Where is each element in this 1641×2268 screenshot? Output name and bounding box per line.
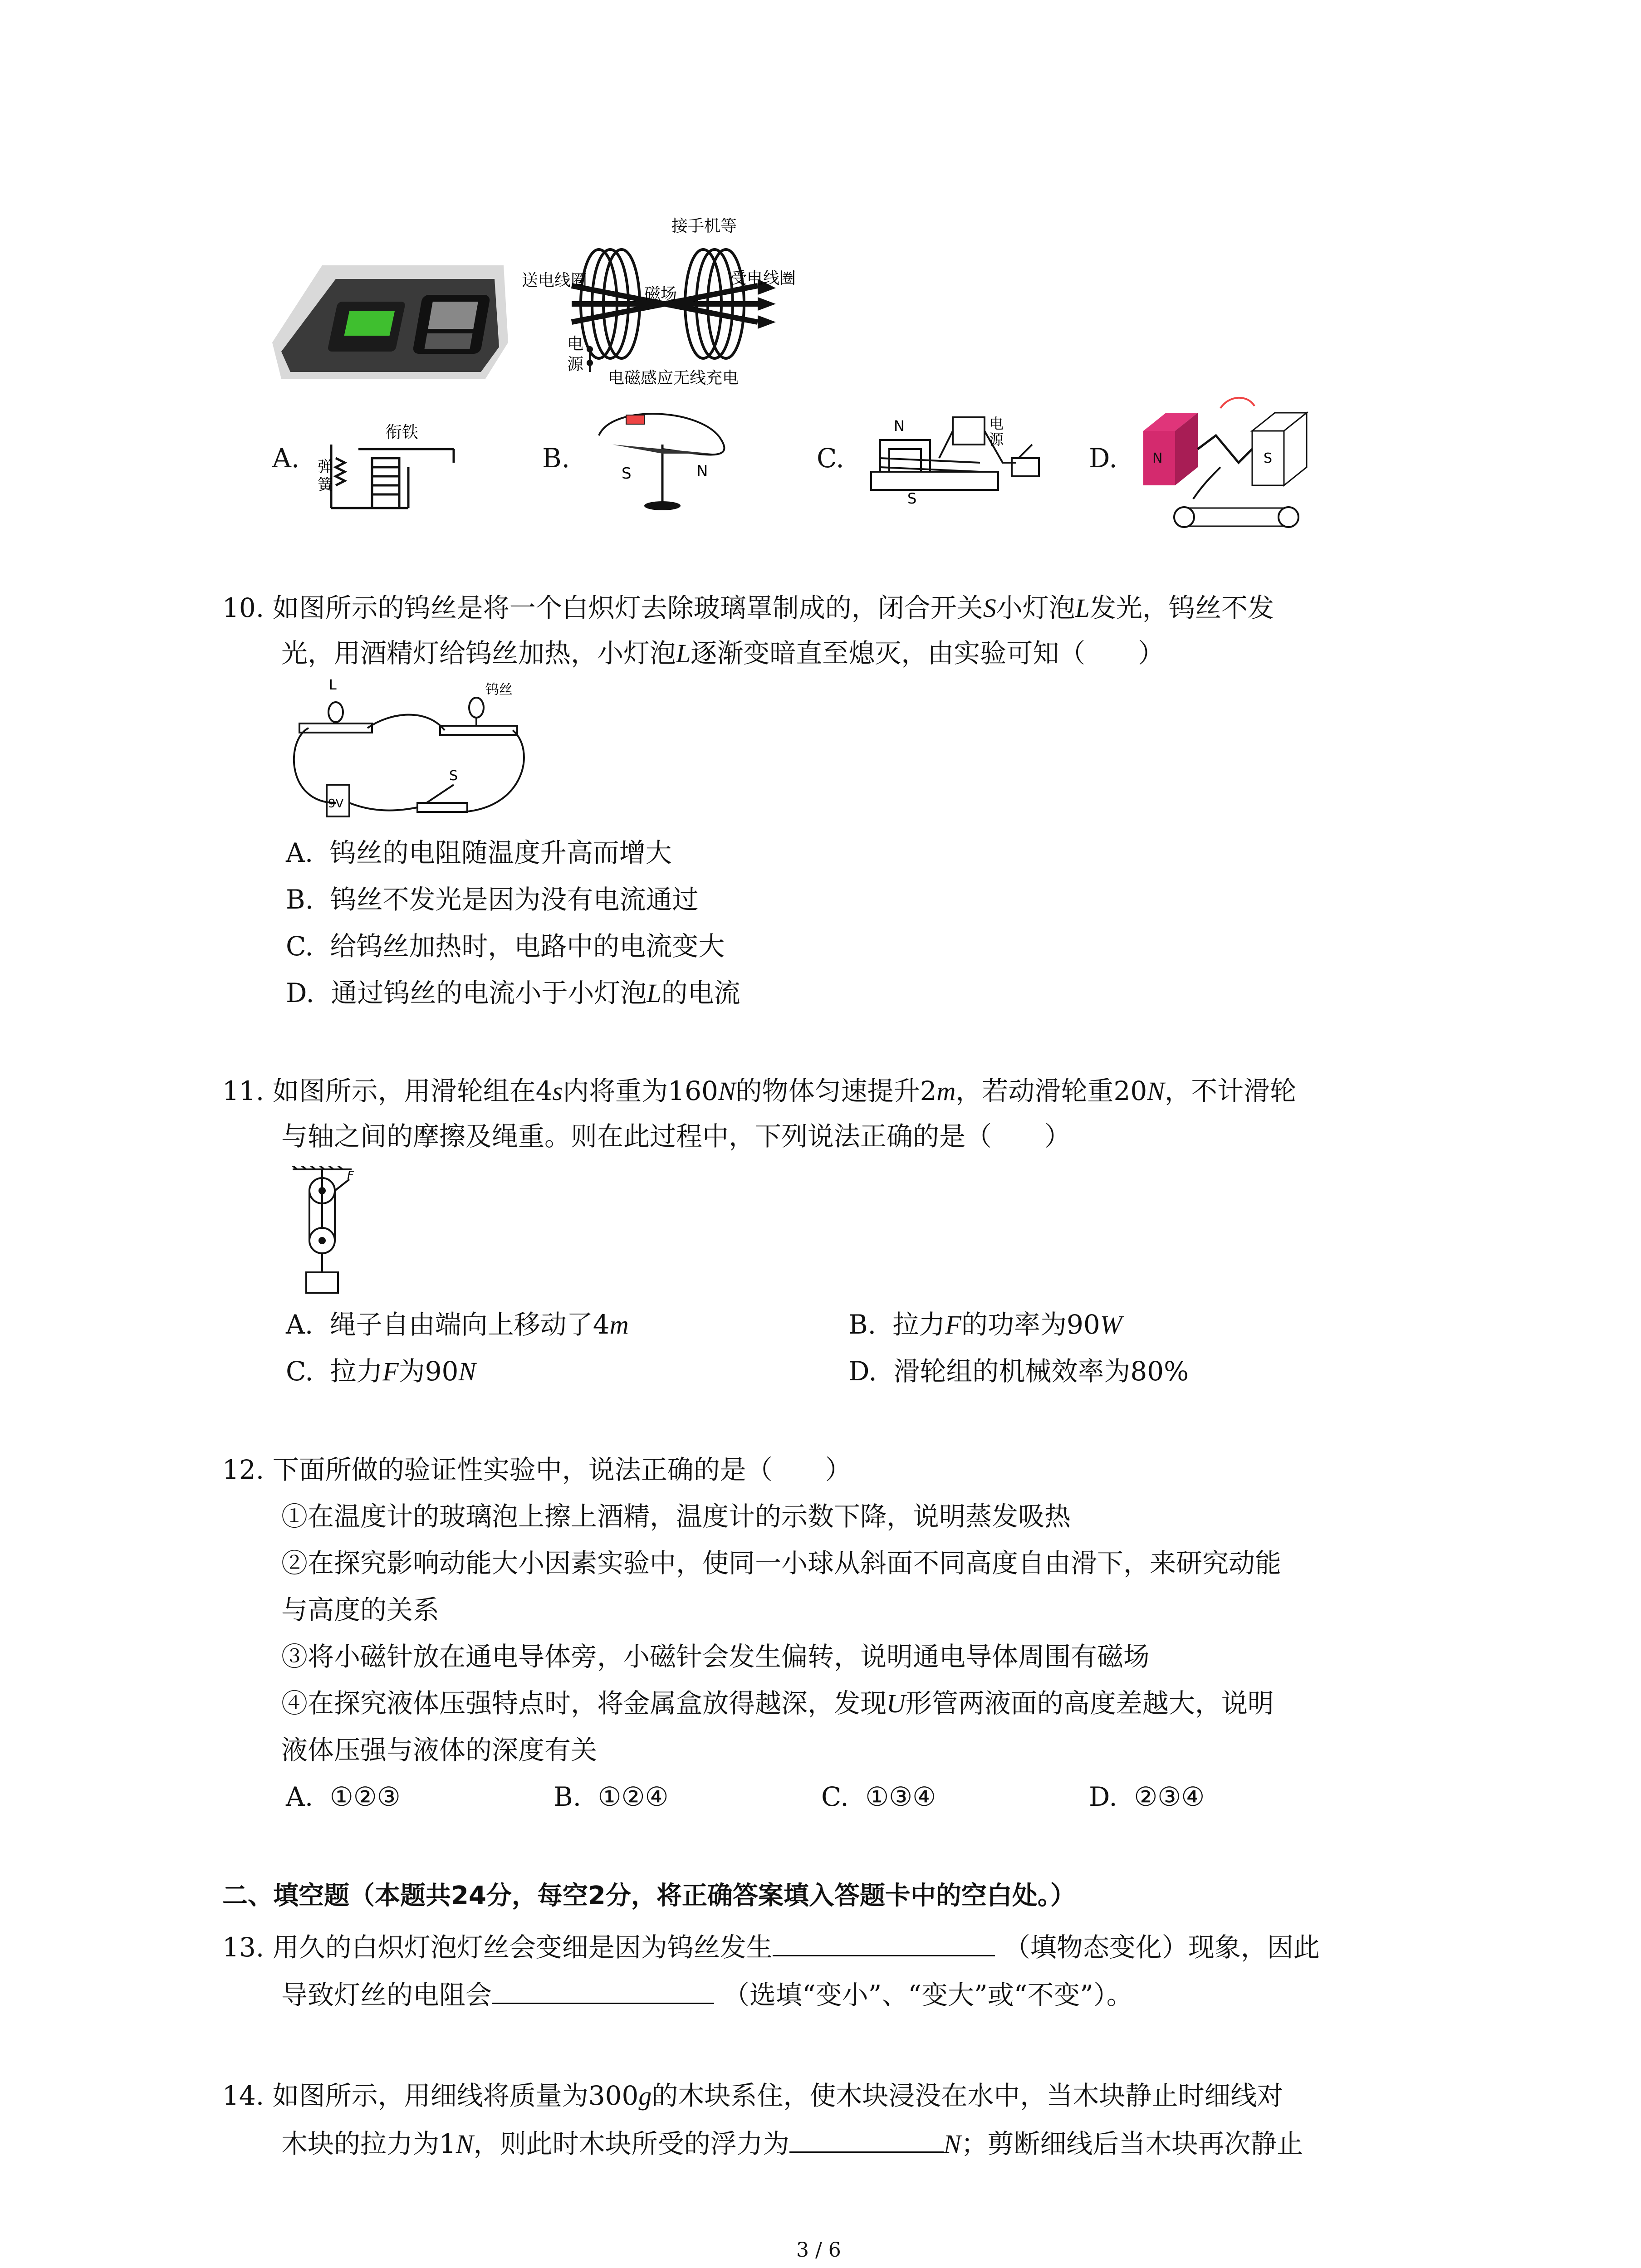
- q12-statement-4b: 液体压强与液体的深度有关: [281, 1735, 598, 1765]
- q11-height: 2: [920, 1075, 937, 1106]
- q12-option-a-label: A.: [286, 1781, 314, 1812]
- q14-line2: [281, 2124, 1303, 2162]
- compass-s-label: S: [622, 464, 632, 483]
- q10-line1-text: 如图所示的钨丝是将一个白炽灯去除玻璃罩制成的，闭合开关: [272, 592, 983, 623]
- motor-power-label-1: 电: [989, 415, 1004, 432]
- fig-switch-label: S: [449, 768, 458, 784]
- q9-option-d-label: D.: [1089, 443, 1117, 474]
- q11-number: 11.: [222, 1075, 265, 1106]
- tungsten-circuit-diagram: [281, 676, 535, 830]
- coil-label-field: 磁场: [644, 285, 677, 303]
- q11-option-b-pre: 拉力: [892, 1309, 945, 1340]
- coil-caption: 电磁感应无线充电: [608, 369, 739, 387]
- q11-option-b: [848, 1306, 1122, 1343]
- q10-option-d-lamp: L: [647, 978, 661, 1008]
- induction-coil-diagram: [522, 213, 817, 390]
- q11-option-d: [848, 1353, 1189, 1389]
- q12-statement-2b: 与高度的关系: [281, 1594, 440, 1625]
- q12-option-b-text: ①②④: [598, 1781, 669, 1812]
- q14-mass-unit: g: [638, 2081, 652, 2111]
- q12-option-c: [821, 1779, 936, 1815]
- q14-l2b: ，则此时木块所受的浮力为: [473, 2128, 789, 2159]
- q12-statement-1: ①在温度计的玻璃泡上擦上酒精，温度计的示数下降，说明蒸发吸热: [281, 1501, 1071, 1532]
- motor-power-label-2: 源: [989, 431, 1004, 448]
- q10-option-a: [286, 835, 672, 871]
- motor-n-label: N: [894, 417, 905, 435]
- q11-option-b-label: B.: [848, 1309, 877, 1340]
- q10-lamp-symbol-2: L: [676, 639, 691, 668]
- q11-option-b-value: 90: [1066, 1309, 1100, 1340]
- q11-height-unit: m: [936, 1076, 956, 1106]
- pulley-diagram: [290, 1166, 363, 1297]
- q10-option-d-text: 通过钨丝的电流小于小灯泡: [331, 978, 647, 1008]
- q11-option-b-unit: W: [1100, 1310, 1122, 1339]
- q11-time-unit: s: [552, 1076, 563, 1106]
- q10-line2-a: 光，用酒精灯给钨丝加热，小灯泡: [281, 638, 676, 669]
- q13-blank-2[interactable]: [492, 1975, 714, 2004]
- q10-option-a-label: A.: [286, 837, 314, 868]
- q11-option-d-value: 80%: [1130, 1356, 1189, 1387]
- q14-blank-1[interactable]: [789, 2124, 944, 2153]
- q10-option-d: [286, 975, 740, 1012]
- relay-diagram: [318, 417, 467, 517]
- motor-rail-diagram: [862, 404, 1053, 508]
- q10-number: 10.: [222, 592, 265, 623]
- q11-option-c-unit: N: [458, 1357, 476, 1386]
- q11-line2: [281, 1118, 1071, 1154]
- q10-option-a-text: 钨丝的电阻随温度升高而增大: [329, 837, 672, 868]
- q12-statement-2a: ②在探究影响动能大小因素实验中，使同一小球从斜面不同高度自由滑下，来研究动能: [281, 1548, 1282, 1579]
- q10-option-b-text: 钨丝不发光是因为没有电流通过: [330, 884, 699, 915]
- q11-l1c: 的物体匀速提升: [735, 1075, 920, 1106]
- q11-weight: 160: [668, 1075, 718, 1106]
- q13-line2: [281, 1975, 1133, 2013]
- generator-n-label: N: [1152, 450, 1163, 466]
- coil-label-power-1: 电: [567, 335, 584, 353]
- page-number: 3 / 6: [796, 2239, 841, 2262]
- q9-option-b-label: B.: [542, 443, 570, 474]
- q10-line1-c: 发光，钨丝不发: [1089, 592, 1274, 623]
- q10-line1-b: 小灯泡: [996, 592, 1075, 623]
- q14-tension: 1: [439, 2128, 456, 2159]
- q10-option-c-text: 给钨丝加热时，电路中的电流变大: [330, 931, 725, 962]
- fig-battery-label: 9V: [328, 797, 344, 811]
- q10-option-d-tail: 的电流: [661, 978, 740, 1008]
- q14-l1b: 的木块系住，使木块浸没在水中，当木块静止时细线对: [652, 2080, 1283, 2111]
- q12-statement-3: ③将小磁针放在通电导体旁，小磁针会发生偏转，说明通电导体周围有磁场: [281, 1641, 1150, 1672]
- q12-u-symbol: U: [887, 1689, 906, 1718]
- q14-line1: [222, 2077, 1283, 2114]
- q11-option-c-value: 90: [425, 1356, 459, 1387]
- q11-option-c-force: F: [382, 1357, 399, 1386]
- q11-option-a-text: 绳子自由端向上移动了: [329, 1309, 593, 1340]
- q11-option-a-label: A.: [286, 1309, 314, 1340]
- q10-option-b-label: B.: [286, 884, 314, 915]
- q13-l1a: 用久的白炽灯泡灯丝会变细是因为钨丝发生: [272, 1932, 773, 1963]
- q11-option-a-value: 4: [593, 1309, 610, 1340]
- coil-label-send: 送电线圈: [522, 271, 588, 290]
- q12-option-d: [1089, 1779, 1205, 1815]
- q9-option-c-label: C.: [817, 443, 844, 474]
- coil-label-power-2: 源: [567, 355, 584, 374]
- q12-number: 12.: [222, 1454, 265, 1485]
- q10-option-b: [286, 881, 699, 918]
- q12-s4b: 形管两液面的高度差越大，说明: [905, 1688, 1274, 1719]
- q12-option-c-text: ①③④: [865, 1781, 936, 1812]
- q12-option-d-label: D.: [1089, 1781, 1117, 1812]
- q13-l2b: （选填“变小”、“变大”或“不变”）。: [723, 1980, 1133, 2010]
- q12-option-c-label: C.: [821, 1781, 849, 1812]
- q11-time: 4: [535, 1075, 553, 1106]
- q13-l1b: （填物态变化）现象，因此: [1004, 1932, 1320, 1963]
- q11-pulley-weight: 20: [1113, 1075, 1147, 1106]
- q11-weight-unit: N: [718, 1076, 736, 1106]
- fig-lamp-label: L: [329, 677, 337, 693]
- q13-line1: [222, 1928, 1320, 1965]
- q12-stem-text: 下面所做的验证性实验中，说法正确的是（ ）: [272, 1454, 852, 1485]
- q11-option-a-unit: m: [609, 1310, 629, 1339]
- q11-option-c-label: C.: [286, 1356, 314, 1387]
- q12-option-a-text: ①②③: [329, 1781, 401, 1812]
- relay-armature-label: 衔铁: [386, 423, 419, 442]
- q10-switch-symbol: S: [983, 593, 996, 623]
- q14-l2c: ；剪断细线后当木块再次静止: [961, 2128, 1303, 2159]
- q11-option-d-text: 滑轮组的机械效率为: [893, 1356, 1131, 1387]
- q14-tension-unit: N: [456, 2129, 474, 2159]
- q10-line1: [222, 590, 1274, 626]
- q10-line2: [281, 635, 1164, 672]
- q11-line2-text: 与轴之间的摩擦及绳重。则在此过程中，下列说法正确的是（ ）: [281, 1121, 1071, 1152]
- q13-blank-1[interactable]: [773, 1928, 995, 1956]
- q11-pulley-weight-unit: N: [1147, 1076, 1165, 1106]
- q11-option-c-pre: 拉力: [330, 1356, 383, 1387]
- q12-stem: [222, 1452, 852, 1488]
- generator-s-label: S: [1264, 450, 1273, 466]
- q12-option-b: [554, 1779, 669, 1815]
- wireless-charger-photo: [268, 247, 513, 383]
- generator-magnet-diagram: [1134, 395, 1316, 535]
- q11-option-d-label: D.: [848, 1356, 877, 1387]
- q10-lamp-symbol: L: [1075, 593, 1090, 623]
- q10-option-c: [286, 928, 725, 964]
- q9-option-a-label: A.: [272, 443, 300, 474]
- compass-needle-diagram: [585, 399, 740, 517]
- q11-option-c-mid: 为: [398, 1356, 425, 1387]
- coil-label-recv: 受电线圈: [730, 269, 796, 288]
- q14-l2a: 木块的拉力为: [281, 2128, 440, 2159]
- q14-number: 14.: [222, 2080, 265, 2111]
- relay-spring-label-2: 簧: [318, 476, 333, 494]
- q14-mass: 300: [588, 2080, 639, 2111]
- q11-l1b: 内将重为: [563, 1075, 668, 1106]
- q11-l1a: 如图所示，用滑轮组在: [272, 1075, 536, 1106]
- q11-option-a: [286, 1306, 629, 1343]
- q11-line1: [222, 1073, 1296, 1110]
- q10-line2-b: 逐渐变暗直至熄灭，由实验可知（ ）: [691, 638, 1165, 669]
- fig-tungsten-label: 钨丝: [485, 682, 513, 698]
- q12-statement-4a: [281, 1685, 1274, 1722]
- motor-s-label: S: [907, 490, 917, 507]
- q11-l1d: ，若动滑轮重: [955, 1075, 1114, 1106]
- q11-l1e: ，不计滑轮: [1164, 1075, 1296, 1106]
- q12-option-a: [286, 1779, 401, 1815]
- q14-blank-unit: N: [943, 2129, 961, 2159]
- q13-l2a: 导致灯丝的电阻会: [281, 1980, 492, 2010]
- q11-option-b-force: F: [945, 1310, 961, 1339]
- q10-option-d-label: D.: [286, 978, 314, 1008]
- q12-s4a: ④在探究液体压强特点时，将金属盒放得越深，发现: [281, 1688, 887, 1719]
- section-title-fill-in: 二、填空题（本题共24分，每空2分，将正确答案填入答题卡中的空白处。）: [222, 1881, 1076, 1911]
- compass-n-label: N: [696, 462, 708, 480]
- q13-number: 13.: [222, 1932, 265, 1963]
- q14-l1a: 如图所示，用细线将质量为: [272, 2080, 588, 2111]
- relay-spring-label-1: 弹: [318, 458, 333, 476]
- q12-option-d-text: ②③④: [1134, 1781, 1205, 1812]
- q10-option-c-label: C.: [286, 931, 314, 962]
- pulley-force-label: F: [347, 1169, 354, 1183]
- coil-label-phone: 接手机等: [671, 217, 737, 235]
- q11-option-c: [286, 1353, 476, 1390]
- q12-option-b-label: B.: [554, 1781, 582, 1812]
- q11-option-b-mid: 的功率为: [961, 1309, 1067, 1340]
